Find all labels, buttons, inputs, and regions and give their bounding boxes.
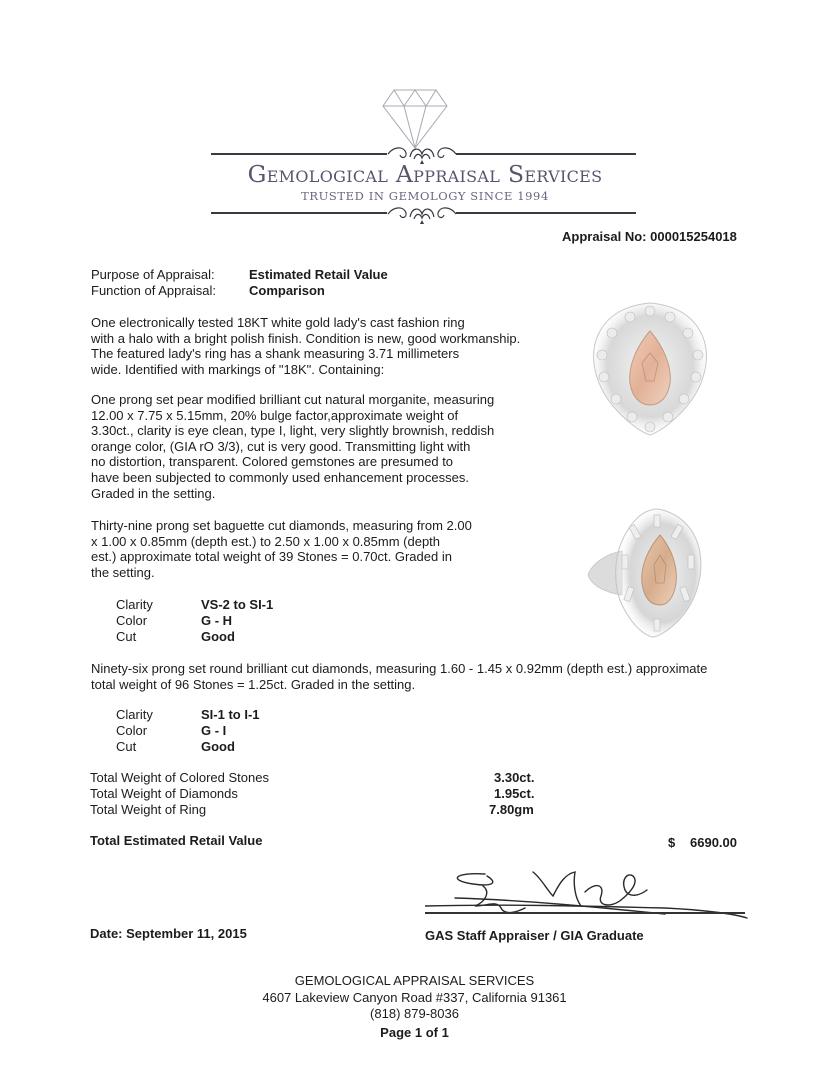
grade-label-clarity: Clarity [116, 597, 153, 612]
retail-value-currency: $ [668, 835, 676, 850]
round-diamonds-line: total weight of 96 Stones = 1.25ct. Graded in the setting. [91, 676, 416, 692]
page-number: Page 1 of 1 [380, 1025, 449, 1040]
total-label-diamonds: Total Weight of Diamonds [90, 786, 238, 801]
company-name: Gemological Appraisal Services [247, 160, 603, 188]
baguette-line: x 1.00 x 0.85mm (depth est.) to 2.50 x 1.00 x 0.85mm (depth [91, 533, 441, 549]
footer-company: GEMOLOGICAL APPRAISAL SERVICES [294, 973, 535, 988]
header-rule-top-left [211, 153, 387, 155]
signature-line [425, 912, 745, 914]
description-line: The featured lady's ring has a shank measuring 3.71 millimeters [91, 346, 460, 362]
appraiser-title: GAS Staff Appraiser / GIA Graduate [425, 928, 644, 943]
total-value-diamonds: 1.95ct. [494, 786, 535, 801]
header-rule-top-right [456, 153, 636, 155]
ring-angle-photo [578, 495, 718, 645]
function-value: Comparison [249, 283, 325, 298]
baguette-line: Thirty-nine prong set baguette cut diamonds, measuring from 2.00 [91, 518, 472, 533]
description-line: wide. Identified with markings of "18K". Containing: [91, 361, 385, 377]
center-stone-line: Graded in the setting. [91, 485, 216, 501]
header-rule-bottom-right [456, 212, 636, 214]
grade-value-cut: Good [201, 739, 235, 754]
baguette-diamonds-description [91, 518, 472, 580]
grade-value-clarity: SI-1 to I-1 [201, 707, 260, 722]
footer-phone: (818) 879-8036 [370, 1006, 459, 1021]
description-line: One electronically tested 18KT white gold lady's cast fashion ring [91, 315, 465, 330]
total-label-ring: Total Weight of Ring [90, 802, 207, 817]
grade-value-clarity: VS-2 to SI-1 [201, 597, 274, 612]
retail-value-amount: 6690.00 [690, 835, 737, 850]
grade-value-cut: Good [201, 629, 235, 644]
flourish-ornament-icon [386, 203, 458, 225]
grade-label-clarity: Clarity [116, 707, 153, 722]
total-label-colored-stones: Total Weight of Colored Stones [90, 770, 269, 785]
baguette-line: the setting. [91, 564, 155, 580]
purpose-label: Purpose of Appraisal: [91, 267, 215, 282]
center-stone-line: orange color, (GIA rO 3/3), cut is very good. Transmitting light with [91, 438, 471, 454]
center-stone-line: 3.30ct., clarity is eye clean, type I, light, very slightly brownish, reddish [91, 423, 495, 439]
baguette-line: est.) approximate total weight of 39 Stones = 0.70ct. Graded in [91, 549, 452, 565]
appraisal-number: Appraisal No: 000015254018 [562, 229, 737, 244]
center-stone-line: One prong set pear modified brilliant cut natural morganite, measuring [91, 392, 495, 407]
function-label: Function of Appraisal: [91, 283, 217, 298]
center-stone-line: 12.00 x 7.75 x 5.15mm, 20% bulge factor,approximate weight of [91, 407, 459, 423]
header-rule-bottom-left [211, 212, 387, 214]
grade-value-color: G - I [201, 723, 227, 738]
total-value-ring: 7.80gm [489, 802, 534, 817]
center-stone-line: no distortion, transparent. Colored gemstones are presumed to [91, 454, 454, 470]
total-value-colored-stones: 3.30ct. [494, 770, 535, 785]
diamond-icon [382, 88, 448, 150]
description-line: with a halo with a bright polish finish. Condition is new, good workmanship. [91, 330, 521, 346]
grade-label-cut: Cut [116, 629, 137, 644]
company-tagline: TRUSTED IN GEMOLOGY SINCE 1994 [301, 189, 549, 203]
grade-label-color: Color [116, 613, 148, 628]
footer-address: 4607 Lakeview Canyon Road #337, California 91361 [262, 990, 567, 1005]
ring-front-photo [580, 295, 720, 445]
appraisal-date: Date: September 11, 2015 [90, 926, 247, 941]
purpose-value: Estimated Retail Value [249, 267, 388, 282]
retail-value-label: Total Estimated Retail Value [90, 833, 263, 848]
grade-label-cut: Cut [116, 739, 137, 754]
round-diamonds-line: Ninety-six prong set round brilliant cut diamonds, measuring 1.60 - 1.45 x 0.92mm (depth est.) approximate [91, 661, 708, 676]
grade-label-color: Color [116, 723, 148, 738]
ring-description [91, 315, 520, 377]
grade-value-color: G - H [201, 613, 233, 628]
center-stone-description [91, 392, 494, 501]
center-stone-line: have been subjected to commonly used enhancement processes. [91, 469, 469, 485]
round-diamonds-description [91, 661, 707, 692]
